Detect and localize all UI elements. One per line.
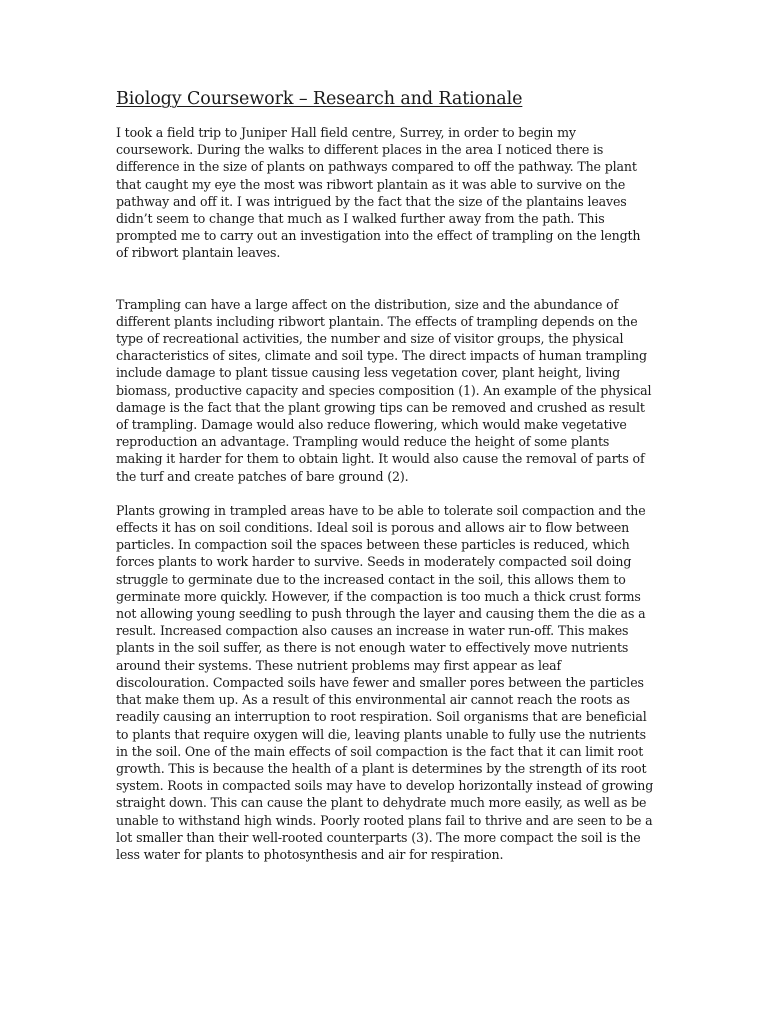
- document-body: [116, 88, 656, 863]
- paragraph-field-trip: I took a field trip to Juniper Hall field centre, Surrey, in order to begin my coursework. During the walks to different places in the area I noticed there is difference in the size of plants on pathways compared to off the pathway. The plant that caught my eye the most was ribwort plantain as it was able to survive on the pathway and off it. I was intrigued by the fact that the size of the plantains leaves didn’t seem to change that much as I walked further away from the path. This prompted me to carry out an investigation into the effect of trampling on the length of ribwort plantain leaves.: [116, 125, 641, 261]
- paragraph-trampling-effects: Trampling can have a large affect on the distribution, size and the abundance of different plants including ribwort plantain. The effects of trampling depends on the type of recreational activities, the number and size of visitor groups, the physical characteristics of sites, climate and soil type. The direct impacts of human trampling include damage to plant tissue causing less vegetation cover, plant height, living biomass, productive capacity and species composition (1). An example of the physical damage is the fact that the plant growing tips can be removed and crushed as result of trampling. Damage would also reduce flowering, which would make vegetative reproduction an advantage. Trampling would reduce the height of some plants making it harder for them to obtain light. It would also cause the removal of parts of the turf and create patches of bare ground (2).: [116, 296, 652, 484]
- document-title: Biology Coursework – Research and Rationale: [116, 89, 523, 109]
- paragraph-soil-compaction: Plants growing in trampled areas have to be able to tolerate soil compaction and the effects it has on soil conditions. Ideal soil is porous and allows air to flow between particles. In compaction soil the spaces between these particles is reduced, which forces plants to work harder to survive. Seeds in moderately compacted soil doing struggle to germinate due to the increased contact in the soil, this allows them to germinate more quickly. However, if the compaction is too much a thick crust forms not allowing young seedling to push through the layer and causing them the die as a result. Increased compaction also causes an increase in water run-off. This makes plants in the soil suffer, as there is not enough water to effectively move nutrients around their systems. These nutrient problems may first appear as leaf discolouration. Compacted soils have fewer and smaller pores between the particles that make them up. As a result of this environmental air cannot reach the roots as readily causing an interruption to root respiration. Soil organisms that are beneficial to plants that require oxygen will die, leaving plants unable to fully use the nutrients in the soil. One of the main effects of soil compaction is the fact that it can limit root growth. This is because the health of a plant is determines by the strength of its root system. Roots in compacted soils may have to develop horizontally instead of growing straight down. This can cause the plant to dehydrate much more easily, as well as be unable to withstand high winds. Poorly rooted plans fail to thrive and are seen to be a lot smaller than their well-rooted counterparts (3). The more compact the soil is the less water for plants to photosynthesis and air for respiration.: [116, 502, 654, 862]
